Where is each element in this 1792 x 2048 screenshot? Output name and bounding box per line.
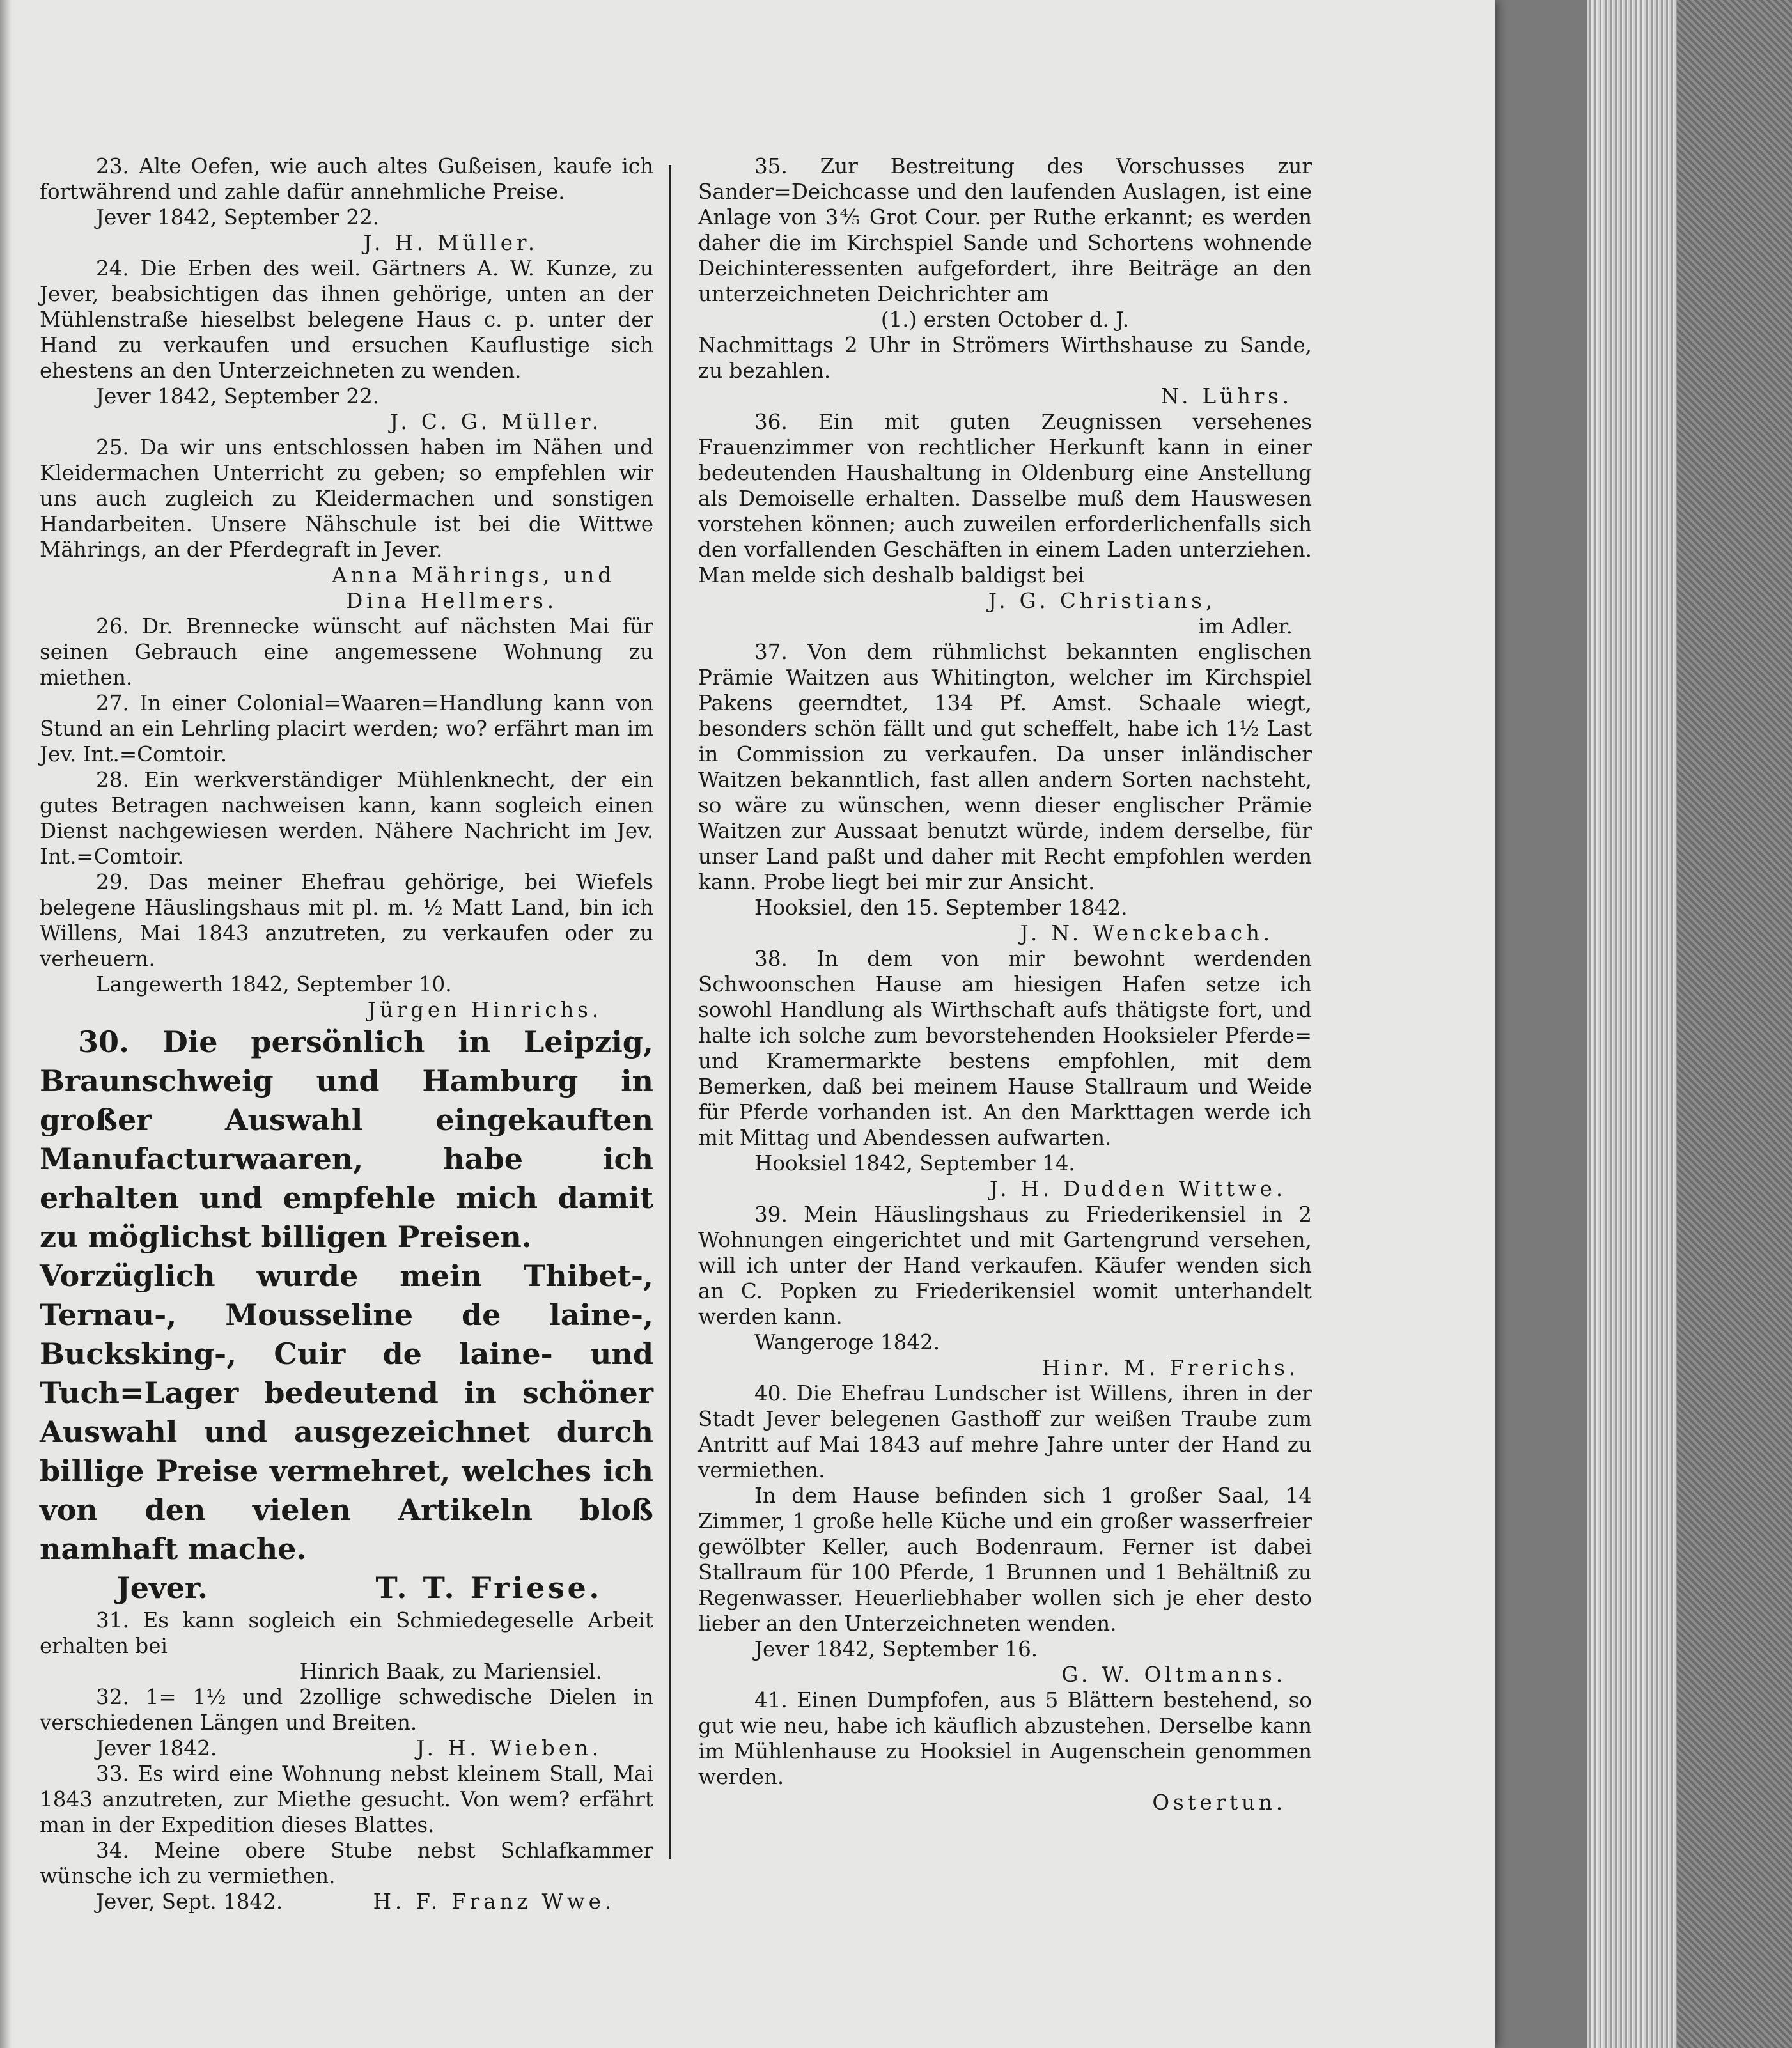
- notice-text: 28. Ein werkverständiger Mühlenknecht, der ein gutes Betragen nachweisen kann, kann sogleich einen Dienst nachgewiesen werden. Nähere Nachricht im Jev. Int.=Comtoir.: [40, 768, 653, 869]
- notice-text: 24. Die Erben des weil. Gärtners A. W. Kunze, zu Jever, beabsichtigen das ihnen gehörige, unten an der Mühlenstraße hieselbst belegene Haus c. p. unter der Hand zu verkaufen und ersuchen Kauflustige sich ehestens an den Unterzeichneten zu wenden.: [40, 256, 653, 383]
- notice-31: [40, 1608, 653, 1684]
- page-gutter-shadow: [0, 0, 12, 2048]
- notice-34: [40, 1838, 653, 1914]
- notice-23: [40, 153, 653, 256]
- notice-signature: J. N. Wenckebach.: [1020, 921, 1274, 945]
- notice-text: 41. Einen Dumpfofen, aus 5 Blättern bestehend, so gut wie neu, habe ich käuflich abzustehen. Derselbe kann im Mühlenhause zu Hooksiel in Augenschein genommen werden.: [698, 1688, 1312, 1789]
- notice-text: 23. Alte Oefen, wie auch altes Gußeisen, kaufe ich fortwährend und zahle dafür annehmliche Preise.: [40, 154, 653, 204]
- book-cover: [1677, 0, 1792, 2048]
- notice-32: [40, 1684, 653, 1761]
- notice-date-line: (1.) ersten October d. J.: [880, 307, 1130, 332]
- notice-27: [40, 690, 653, 767]
- left-column: [40, 153, 653, 1914]
- notice-signature: G. W. Oltmanns.: [1061, 1663, 1286, 1687]
- notice-dateline: Wangeroge 1842.: [754, 1330, 940, 1354]
- notice-text: 38. In dem von mir bewohnt werdenden Schwoonschen Hause am hiesigen Hafen setze ich sowohl Handlung als Wirthschaft aufs thätigste fort, und halte ich solche zum bevorstehenden Hooksieler Pferde= und Kramermarkte bestens empfohlen, mit dem Bemerken, daß bei meinem Hause Stallraum und Weide für Pferde vorhanden ist. An den Markttagen werde ich mit Mittag und Abendessen aufwarten.: [698, 947, 1312, 1150]
- notice-signature: Anna Mährings, und: [332, 563, 615, 587]
- notice-signature: J. H. Müller.: [363, 231, 538, 255]
- right-column: [698, 153, 1312, 1815]
- notice-text: 32. 1= 1½ und 2zollige schwedische Dielen in verschiedenen Längen und Breiten.: [40, 1685, 653, 1735]
- notice-text: 30. Die persönlich in Leipzig, Braunschweig und Hamburg in großer Auswahl eingekauften Manufacturwaaren, habe ich erhalten und empfehle mich damit zu möglichst billigen Preisen.: [40, 1025, 653, 1254]
- notice-30: [40, 1023, 653, 1608]
- notice-signature: N. Lührs.: [1160, 384, 1293, 408]
- notice-text: 34. Meine obere Stube nebst Schlafkammer wünsche ich zu vermiethen.: [40, 1838, 653, 1888]
- notice-text: 29. Das meiner Ehefrau gehörige, bei Wiefels belegene Häuslingshaus mit pl. m. ½ Matt Land, bin ich Willens, Mai 1843 anzutreten, zu verkaufen oder zu verheuern.: [40, 870, 653, 971]
- notice-text: 37. Von dem rühmlichst bekannten englischen Prämie Waitzen aus Whitington, welcher im Kirchspiel Pakens geerndtet, 134 Pf. Amst. Schaale wiegt, besonders schön fällt und gut scheffelt, habe ich 1½ Last in Commission zu verkaufen. Da unser inländischer Waitzen bekanntlich, fast allen andern Sorten nachsteht, so wäre zu wünschen, wenn dieser englischer Prämie Waitzen zur Aussaat benutzt würde, indem derselbe, für unser Land paßt und daher mit Recht empfohlen werden kann. Probe liegt bei mir zur Ansicht.: [698, 640, 1312, 894]
- notice-dateline: Hooksiel 1842, September 14.: [754, 1151, 1075, 1175]
- notice-text: 33. Es wird eine Wohnung nebst kleinem Stall, Mai 1843 anzutreten, zur Miethe gesucht. Von wem? erfährt man in der Expedition dieses Blattes.: [40, 1762, 653, 1837]
- notice-footer: [40, 1569, 653, 1608]
- notice-text: 26. Dr. Brennecke wünscht auf nächsten Mai für seinen Gebrauch eine angemessene Wohnung zu miethen.: [40, 614, 653, 690]
- notice-text: 27. In einer Colonial=Waaren=Handlung kann von Stund an ein Lehrling placirt werden; wo? erfährt man im Jev. Int.=Comtoir.: [40, 691, 653, 766]
- notice-signature: J. C. G. Müller.: [390, 410, 602, 434]
- notice-signature: im Adler.: [1197, 614, 1293, 639]
- notice-text: 31. Es kann sogleich ein Schmiedegeselle Arbeit erhalten bei: [40, 1608, 653, 1658]
- notice-signature: J. H. Wieben.: [416, 1736, 602, 1760]
- notice-signature: T. T. Friese.: [375, 1571, 602, 1605]
- notice-text: 35. Zur Bestreitung des Vorschusses zur Sander=Deichcasse und den laufenden Auslagen, ist eine Anlage von 3⅘ Grot Cour. per Ruthe erkannt; es werden daher die im Kirchspiel Sande und Schortens wohnende Deichinteressenten aufgefordert, ihre Beiträge an den unterzeichneten Deichrichter am: [698, 154, 1312, 306]
- notice-text: Nachmittags 2 Uhr in Strömers Wirthshause zu Sande, zu bezahlen.: [698, 333, 1312, 383]
- notice-dateline: Hooksiel, den 15. September 1842.: [754, 896, 1128, 920]
- notice-signature: Hinrich Baak, zu Mariensiel.: [299, 1659, 602, 1684]
- notice-text: 36. Ein mit guten Zeugnissen versehenes Frauenzimmer von rechtlicher Herkunft kann in einer bedeutenden Haushaltung in Oldenburg eine Anstellung als Demoiselle erhalten. Dasselbe muß dem Hauswesen vorstehen können; auch zuweilen erforderlichenfalls sich den vorfallenden Geschäften in einem Laden unterziehen. Man melde sich deshalb baldigst bei: [698, 410, 1312, 587]
- notice-footer: [40, 1889, 653, 1914]
- notice-dateline: Jever 1842.: [96, 1736, 217, 1760]
- notice-footer: [40, 1735, 653, 1761]
- notice-dateline: Jever 1842, September 22.: [96, 205, 380, 229]
- notice-signature: Jürgen Hinrichs.: [367, 998, 602, 1022]
- notice-signature: J. G. Christians,: [988, 589, 1216, 613]
- notice-place: Jever.: [116, 1571, 208, 1605]
- notice-38: [698, 946, 1312, 1202]
- notice-25: [40, 435, 653, 614]
- notice-signature: Ostertun.: [1152, 1790, 1286, 1815]
- notice-signature: H. F. Franz Wwe.: [373, 1889, 615, 1914]
- notice-36: [698, 409, 1312, 639]
- notice-dateline: Jever 1842, September 22.: [96, 384, 380, 408]
- notice-text: Vorzüglich wurde mein Thibet-, Ternau-, Mousseline de laine-, Bucksking-, Cuir de laine- und Tuch=Lager bedeutend in schöner Auswahl und ausgezeichnet durch billige Preise vermehret, welches ich von den vielen Artikeln bloß namhaft mache.: [40, 1259, 653, 1566]
- notice-dateline: Jever 1842, September 16.: [754, 1637, 1038, 1661]
- notice-dateline: Jever, Sept. 1842.: [96, 1889, 283, 1914]
- notice-39: [698, 1202, 1312, 1381]
- notice-dateline: Langewerth 1842, September 10.: [96, 972, 452, 997]
- column-divider: [669, 165, 671, 1859]
- notice-signature: Hinr. M. Frerichs.: [1042, 1356, 1299, 1380]
- notice-37: [698, 639, 1312, 946]
- notice-text: 25. Da wir uns entschlossen haben im Nähen und Kleidermachen Unterricht zu geben; so empfehlen wir uns auch zugleich zu Kleidermachen und sonstigen Handarbeiten. Unsere Nähschule ist bei die Wittwe Mährings, an der Pferdegraft in Jever.: [40, 435, 653, 562]
- notice-text: 40. Die Ehefrau Lundscher ist Willens, ihren in der Stadt Jever belegenen Gasthoff zur weißen Traube zum Antritt auf Mai 1843 auf mehre Jahre unter der Hand zu vermiethen.: [698, 1381, 1312, 1482]
- notice-33: [40, 1761, 653, 1838]
- notice-text: In dem Hause befinden sich 1 großer Saal, 14 Zimmer, 1 große helle Küche und ein großer wasserfreier gewölbter Keller, auch Bodenraum. Ferner ist dabei Stallraum für 100 Pferde, 1 Brunnen und 1 Behältniß zu Regenwasser. Heuerliebhaber wollen sich je eher desto lieber an den Unterzeichneten wenden.: [698, 1484, 1312, 1636]
- notice-28: [40, 767, 653, 869]
- notice-29: [40, 869, 653, 1023]
- notice-text: 39. Mein Häuslingshaus zu Friederikensiel in 2 Wohnungen eingerichtet und mit Gartengrund versehen, will ich unter der Hand verkaufen. Käufer wenden sich an C. Popken zu Friederikensiel womit unterhandelt werden kann.: [698, 1202, 1312, 1329]
- notice-35: [698, 153, 1312, 409]
- notice-40: [698, 1381, 1312, 1687]
- notice-41: [698, 1687, 1312, 1815]
- notice-26: [40, 614, 653, 690]
- notice-24: [40, 256, 653, 435]
- notice-signature: Dina Hellmers.: [346, 589, 557, 613]
- notice-signature: J. H. Dudden Wittwe.: [989, 1177, 1286, 1201]
